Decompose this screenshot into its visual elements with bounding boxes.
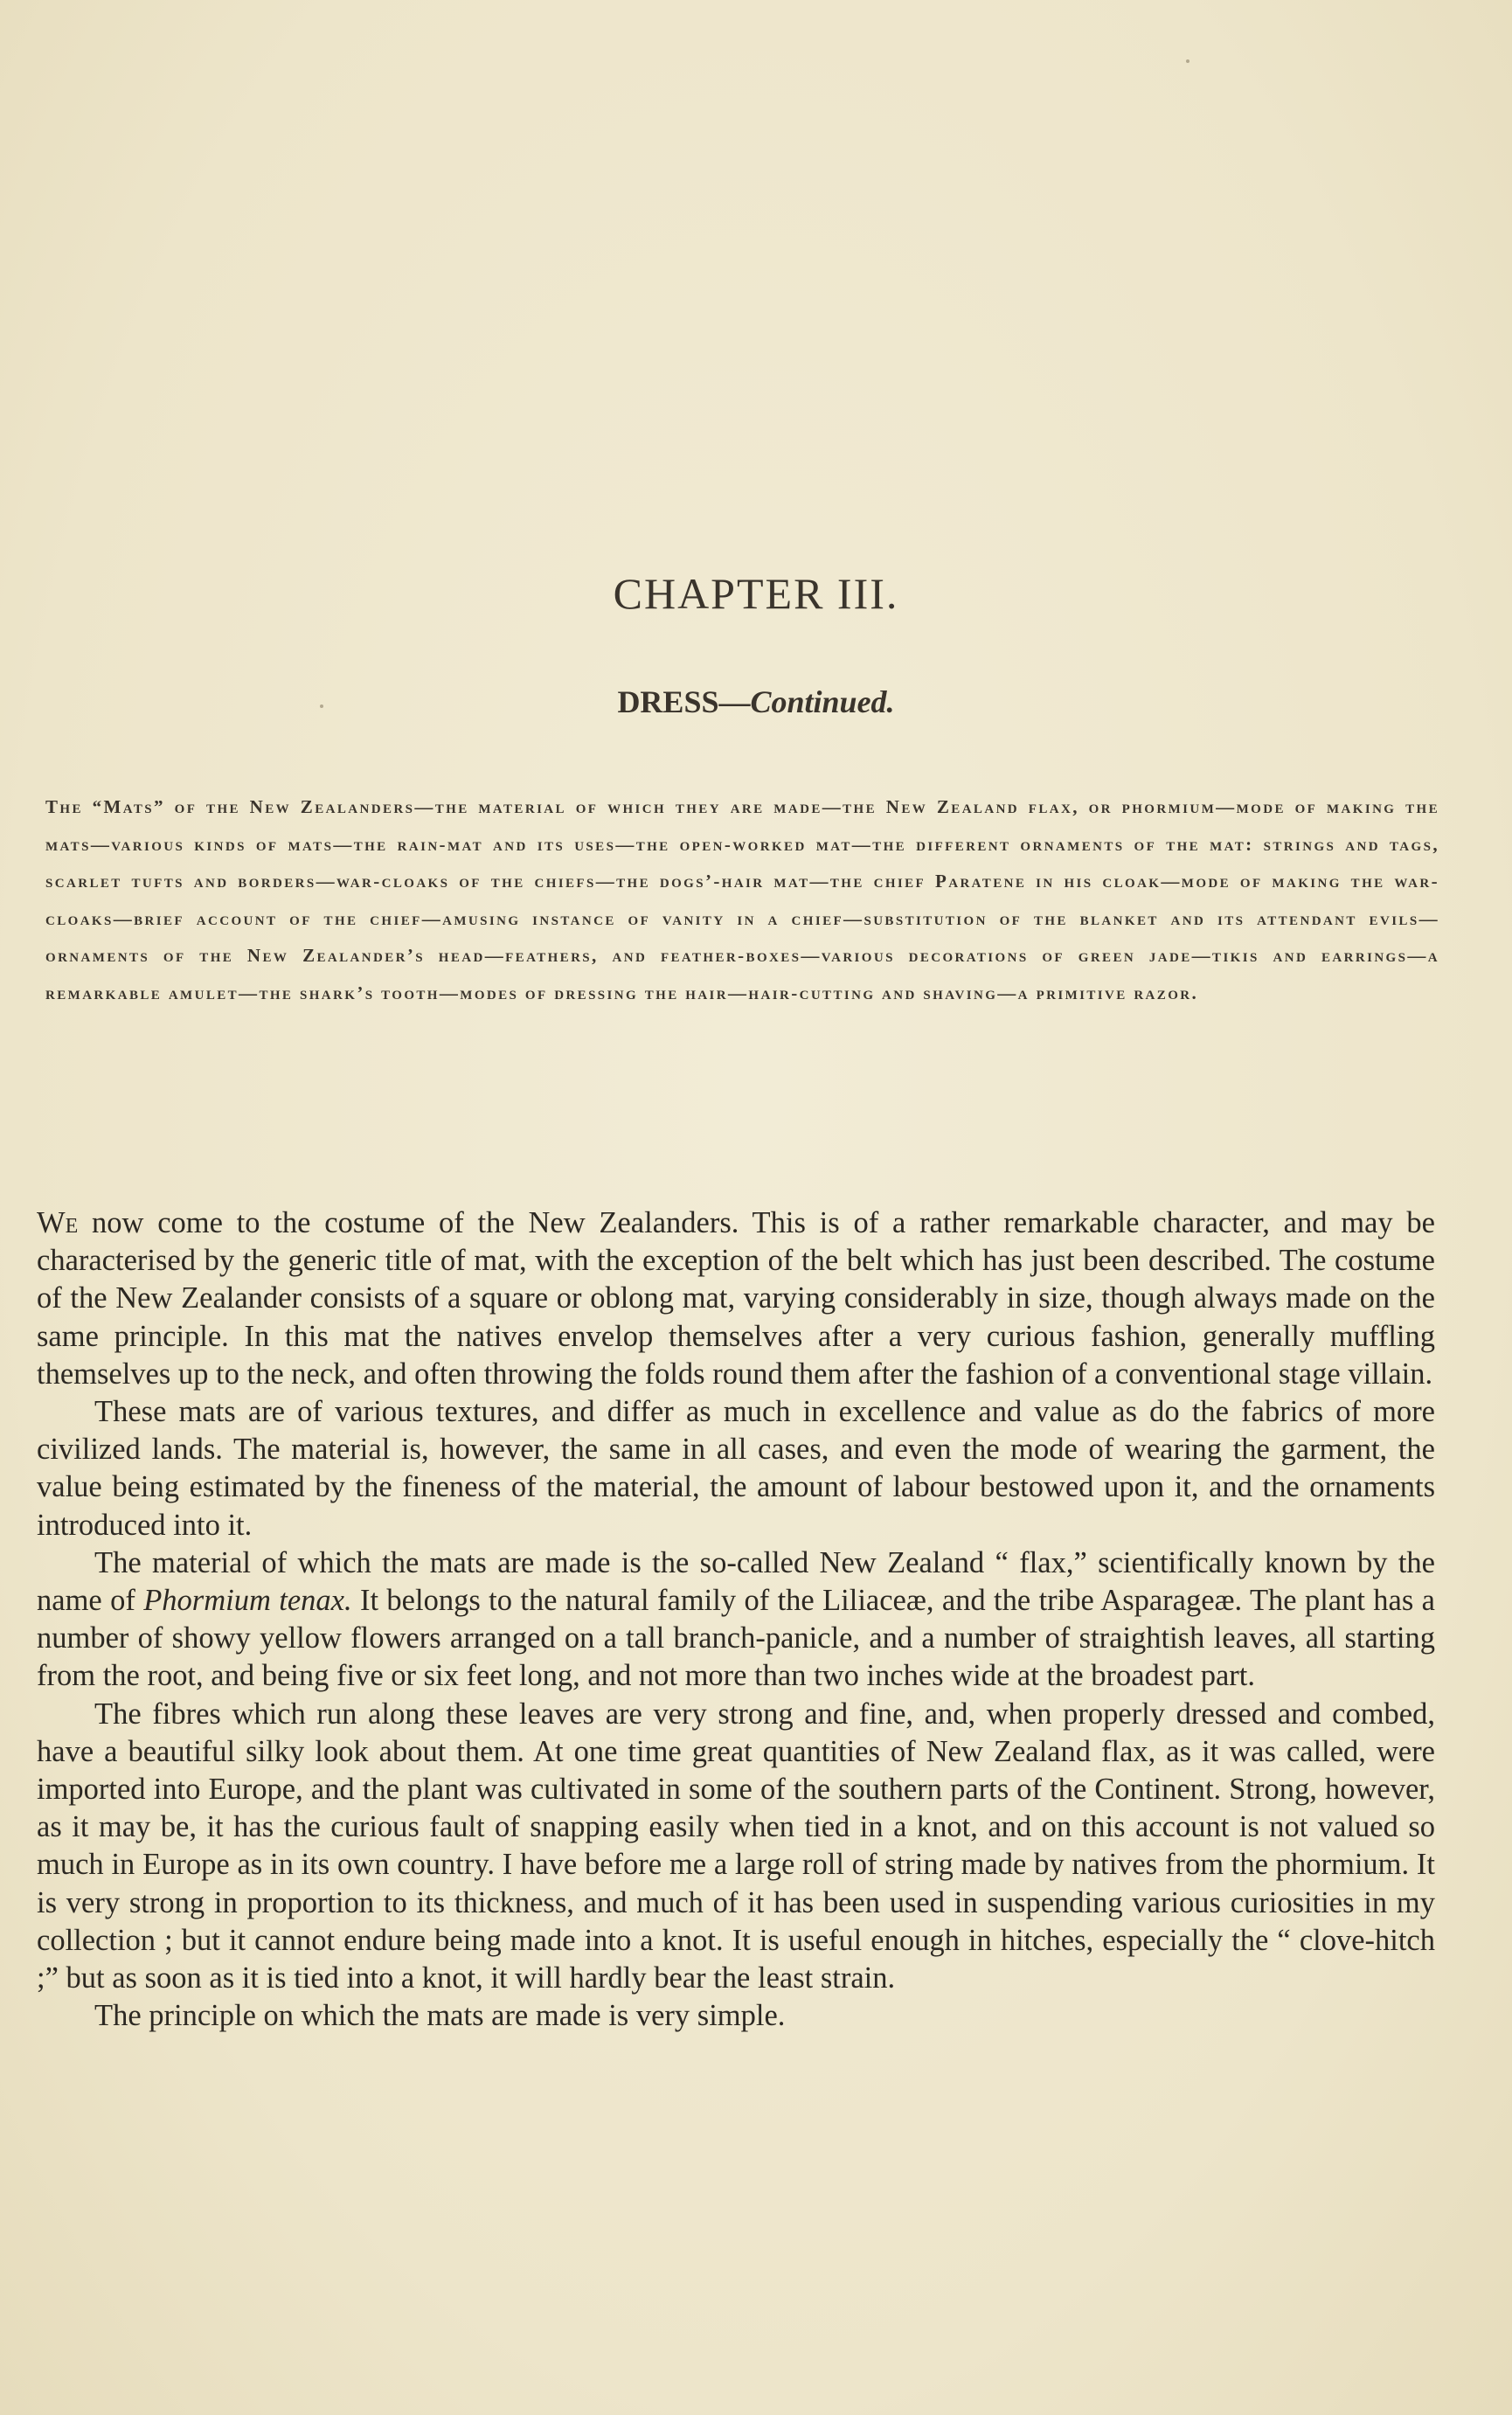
paragraph-2: These mats are of various textures, and differ as much in excellence and value as do the fabrics of more civilized lands. The material is, however, the same in all cases, and even the mode of wearing the garment, the value being estimated by the fineness of the material, the amount of labour bestowed upon it, and the ornaments introduced into it. (37, 1395, 1435, 1542)
drop-capital: We (37, 1206, 79, 1239)
paragraph-3 (37, 1544, 1435, 1696)
paragraph-3-text-a: The material of which the mats are made is the so-called New Zealand “ flax,” scientifically known by the name of (37, 1545, 1435, 1618)
body-text (37, 1204, 1435, 2035)
paper-speck (1186, 59, 1189, 63)
subtitle-italic: Continued. (750, 684, 895, 719)
paragraph-3-text-b: It belongs to the natural family of the Liliaceæ, and the tribe Asparageæ. The plant has a number of showy yellow flowers arranged on a tall branch-panicle, and a number of straightish leaves, all starting from the root, and being five or six feet long, and not more than two inches wide at the broadest part. (37, 1584, 1435, 1693)
chapter-title: CHAPTER III. (613, 569, 899, 618)
paragraph-3-italic: Phormium tenax. (143, 1584, 352, 1618)
paragraph-5: The principle on which the mats are made is very simple. (94, 1999, 786, 2033)
paragraph-1-text: now come to the costume of the New Zealanders. This is of a rather remarkable character, and may be characterised by the generic title of mat, with the exception of the belt which has just been described. The costume of the New Zealander consists of a square or oblong mat, varying considerably in size, though always made on the same principle. In this mat the natives envelop themselves after a very curious fashion, generally muffling themselves up to the neck, and often throwing the folds round them after the fashion of a conventional stage villain. (37, 1206, 1435, 1391)
chapter-subtitle (0, 684, 1512, 720)
chapter-summary: The “Mats” of the New Zealanders—the material of which they are made—the New Zealand flax, or phormium—mode of making the mats—various kinds of mats—the rain-mat and its uses—the open-worked mat—the different ornaments of the mat: strings and tags, scarlet tufts and borders—war-cloaks of the chiefs—the dogs’-hair mat—the chief Paratene in his cloak—mode of making the war-cloaks—brief account of the chief—amusing instance of vanity in a chief—substitution of the blanket and its attendant evils—ornaments of the New Zealander’s head—feathers, and feather-boxes—various decorations of green jade—tikis and earrings—a remarkable amulet—the shark’s tooth—modes of dressing the hair—hair-cutting and shaving—a primitive razor. (45, 796, 1439, 1003)
paragraph-1 (37, 1204, 1435, 1393)
subtitle-main: DRESS— (617, 684, 751, 719)
paragraph-4: The fibres which run along these leaves are very strong and fine, and, when properly dressed and combed, have a beautiful silky look about them. At one time great quantities of New Zealand flax, as it was called, were imported into Europe, and the plant was cultivated in some of the southern parts of the Continent. Strong, however, as it may be, it has the curious fault of snapping easily when tied in a knot, and on this account is not valued so much in Europe as in its own country. I have before me a large roll of string made by natives from the phormium. It is very strong in proportion to its thickness, and much of it has been used in suspending various curiosities in my collection ; but it cannot endure being made into a knot. It is useful enough in hitches, especially the “ clove-hitch ;” but as soon as it is tied into a knot, it will hardly bear the least strain. (37, 1697, 1435, 1995)
